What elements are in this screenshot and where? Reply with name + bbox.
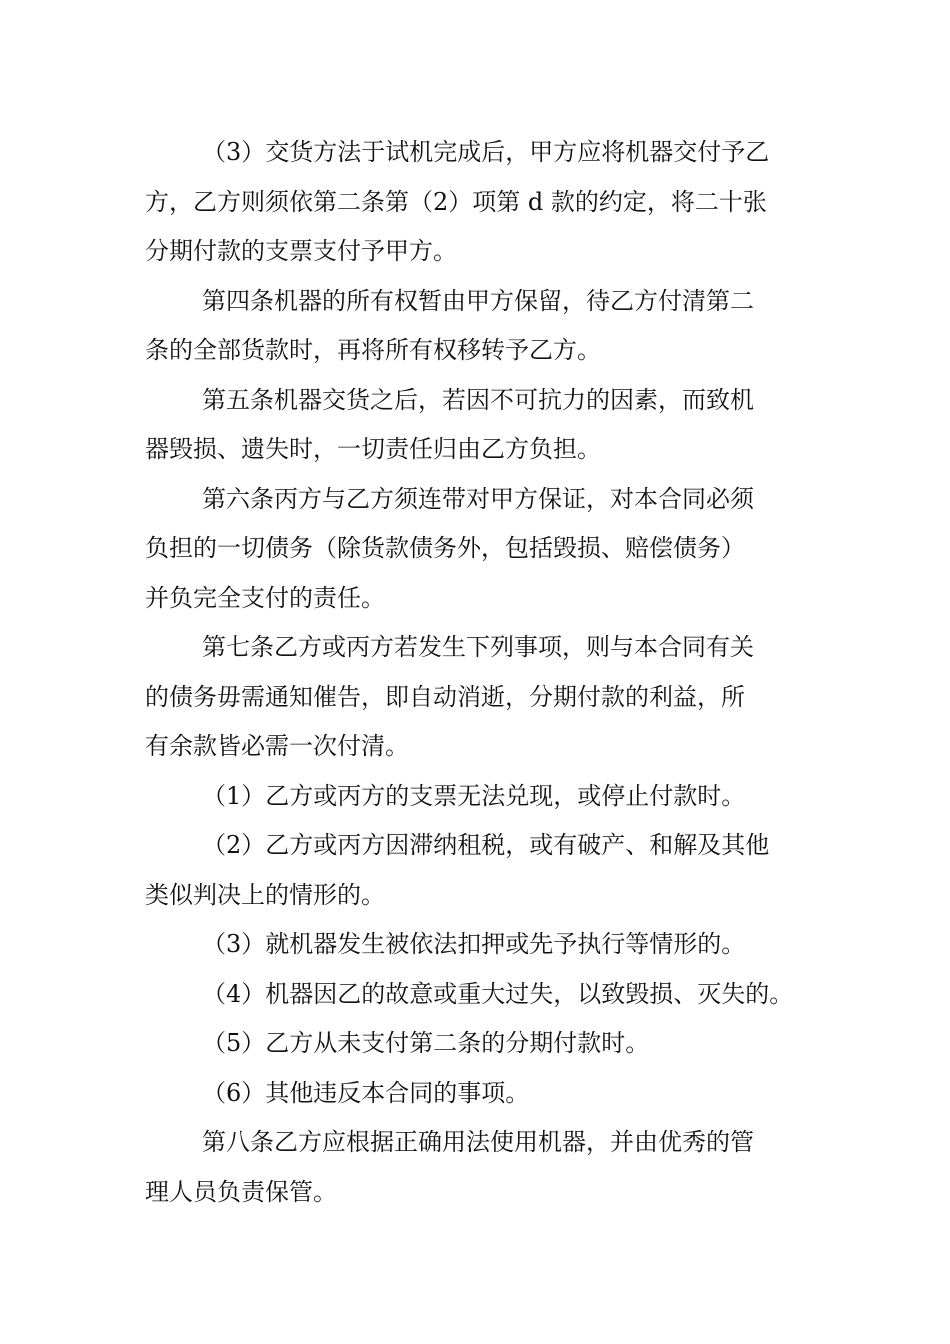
paragraph (145, 1118, 810, 1217)
paragraph-line: 并负完全支付的责任。 (145, 583, 385, 612)
paragraph (145, 1019, 810, 1069)
paragraph-line: （2）乙方或丙方因滞纳租税，或有破产、和解及其他 (202, 831, 770, 859)
paragraph-line: 第七条乙方或丙方若发生下列事项，则与本合同有关 (202, 633, 754, 661)
paragraph (145, 920, 810, 970)
paragraph (145, 277, 810, 376)
paragraph (145, 376, 810, 475)
paragraph-line: 分期付款的支票支付予甲方。 (145, 237, 457, 265)
paragraph (145, 475, 810, 624)
paragraph-line: 第四条机器的所有权暂由甲方保留，待乙方付清第二 (202, 286, 754, 315)
paragraph-line: 器毁损、遗失时，一切责任归由乙方负担。 (145, 435, 601, 463)
paragraph-line: （3）交货方法于试机完成后，甲方应将机器交付予乙 (202, 138, 770, 166)
paragraph-line: 第六条丙方与乙方须连带对甲方保证，对本合同必须 (202, 484, 754, 513)
paragraph (145, 1069, 810, 1119)
paragraph-line: （3）就机器发生被依法扣押或先予执行等情形的。 (202, 930, 746, 958)
paragraph (145, 623, 810, 772)
paragraph-line: 第五条机器交货之后，若因不可抗力的因素，而致机 (202, 385, 754, 414)
paragraph-line: 有余款皆必需一次付清。 (145, 732, 409, 760)
paragraph-line: 条的全部货款时，再将所有权移转予乙方。 (145, 336, 601, 364)
paragraph (145, 128, 810, 277)
paragraph (145, 821, 810, 920)
paragraph (145, 772, 810, 822)
paragraph-line: 方，乙方则须依第二条第（2）项第 d 款的约定，将二十张 (145, 187, 767, 216)
paragraph-line: 负担的一切债务（除货款债务外，包括毁损、赔偿债务） (145, 534, 745, 562)
paragraph-line: 的债务毋需通知催告，即自动消逝，分期付款的利益，所 (145, 682, 745, 711)
paragraph-line: 类似判决上的情形的。 (145, 880, 385, 909)
paragraph-line: 第八条乙方应根据正确用法使用机器，并由优秀的管 (202, 1128, 754, 1156)
paragraph-line: （4）机器因乙的故意或重大过失，以致毁损、灭失的。 (202, 979, 794, 1008)
paragraph (145, 970, 810, 1020)
paragraph-line: （1）乙方或丙方的支票无法兑现，或停止付款时。 (202, 781, 746, 810)
document-body (145, 128, 810, 1217)
paragraph-line: （6）其他违反本合同的事项。 (202, 1078, 530, 1107)
paragraph-line: 理人员负责保管。 (145, 1177, 337, 1206)
paragraph-line: （5）乙方从未支付第二条的分期付款时。 (202, 1029, 650, 1057)
